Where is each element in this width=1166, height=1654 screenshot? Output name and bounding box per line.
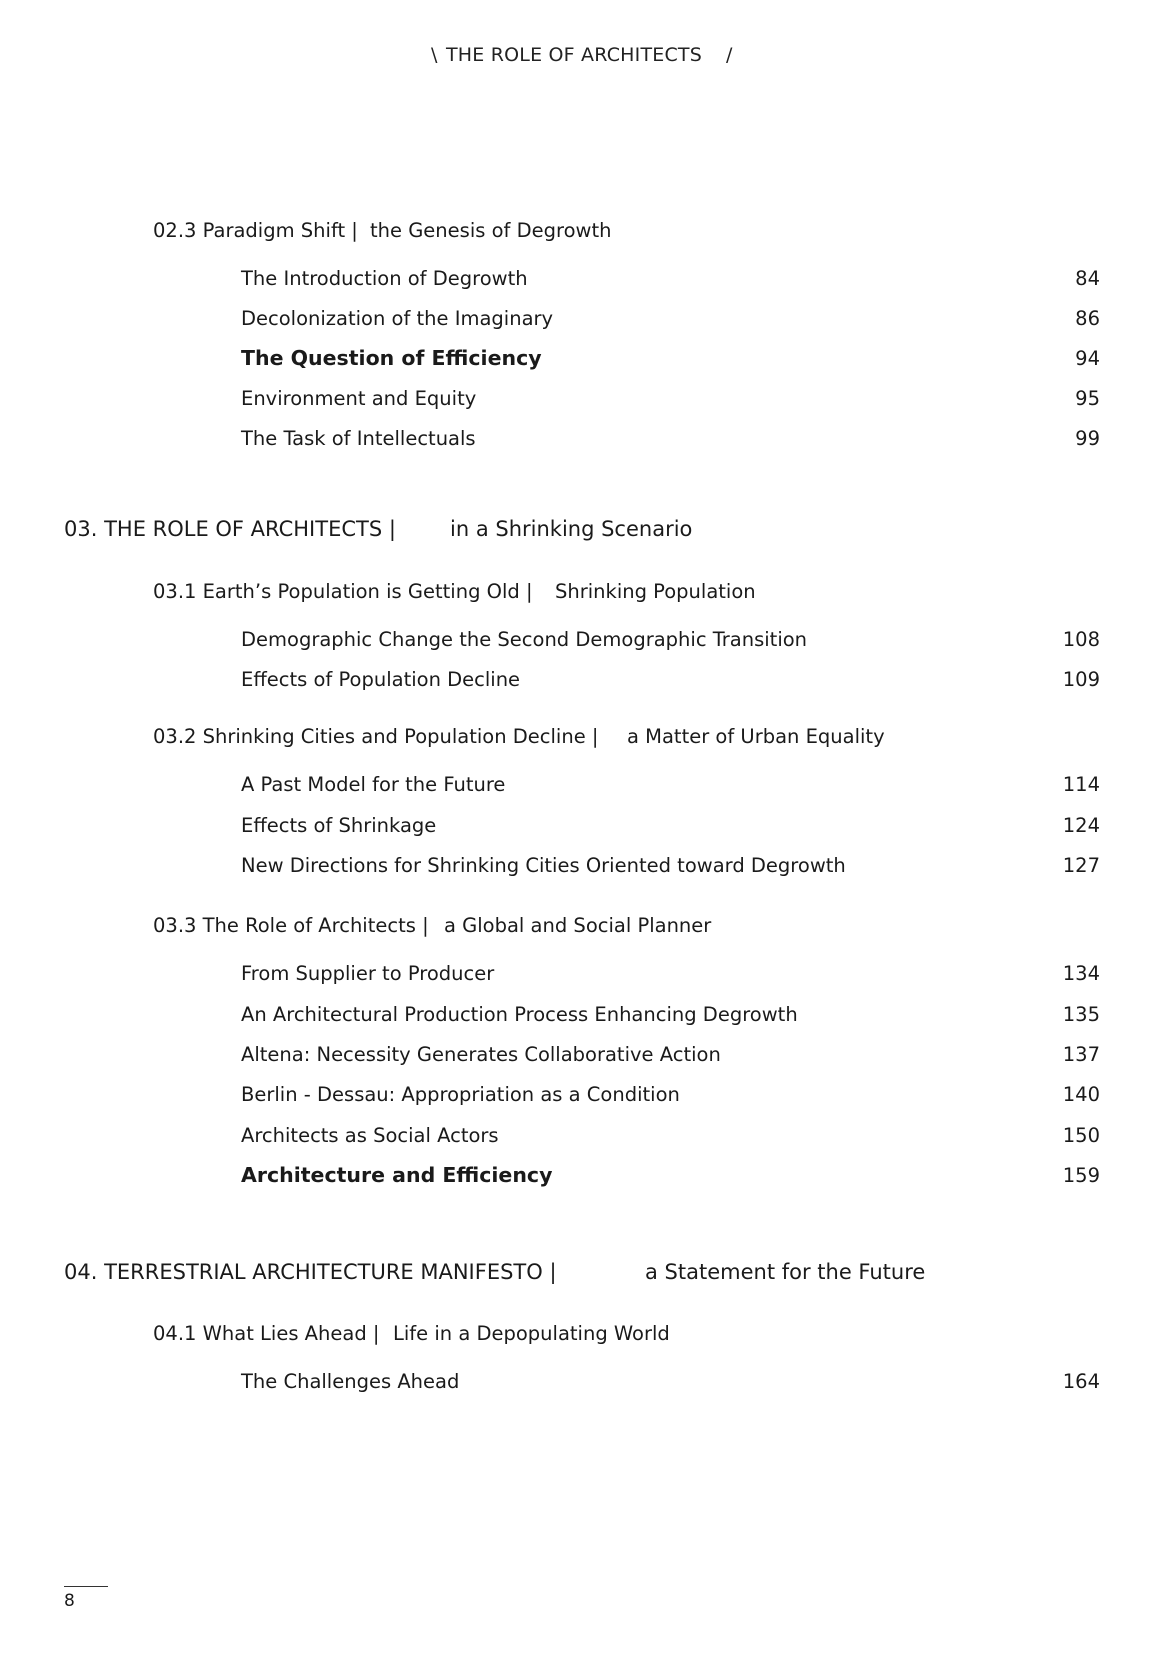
entry-page-number: 99 — [1075, 427, 1100, 450]
entry-title: From Supplier to Producer — [241, 962, 495, 985]
entry-title: Demographic Change the Second Demographic Transition — [241, 628, 808, 651]
section-heading[interactable] — [153, 1322, 670, 1345]
entry-page-number: 150 — [1062, 1124, 1100, 1147]
entry-title: The Question of Efficiency — [241, 346, 542, 370]
entry-title: Architecture and Efficiency — [241, 1163, 553, 1187]
section-subtitle: the Genesis of Degrowth — [370, 219, 612, 242]
chapter-heading[interactable] — [64, 1260, 926, 1284]
section-subtitle: a Matter of Urban Equality — [627, 725, 885, 748]
entry-page-number: 124 — [1062, 814, 1100, 837]
entry-title: Altena: Necessity Generates Collaborative Action — [241, 1043, 721, 1066]
entry-page-number: 140 — [1062, 1083, 1100, 1106]
chapter-heading[interactable] — [64, 517, 693, 541]
toc-entry[interactable] — [241, 1124, 499, 1147]
entry-page-number: 134 — [1062, 962, 1100, 985]
running-head-title: THE ROLE OF ARCHITECTS — [446, 44, 703, 66]
toc-entry[interactable] — [241, 307, 553, 330]
entry-title: The Introduction of Degrowth — [241, 267, 528, 290]
toc-entry[interactable] — [241, 628, 807, 651]
entry-title: Environment and Equity — [241, 387, 477, 410]
entry-page-number: 86 — [1075, 307, 1100, 330]
toc-entry[interactable] — [241, 267, 528, 290]
toc-entry[interactable] — [241, 773, 505, 796]
footer-rule — [64, 1586, 108, 1587]
footer-page-number: 8 — [64, 1591, 75, 1611]
section-label: 04.1 What Lies Ahead | — [153, 1322, 380, 1345]
entry-title: Berlin - Dessau: Appropriation as a Condition — [241, 1083, 680, 1106]
entry-page-number: 114 — [1062, 773, 1100, 796]
toc-entry[interactable] — [241, 854, 846, 877]
section-subtitle: a Global and Social Planner — [444, 914, 712, 937]
entry-page-number: 84 — [1075, 267, 1100, 290]
toc-entry[interactable] — [241, 814, 436, 837]
toc-entry[interactable] — [241, 387, 476, 410]
section-label: 02.3 Paradigm Shift | — [153, 219, 358, 242]
section-label: 03.1 Earth’s Population is Getting Old | — [153, 580, 533, 603]
toc-entry[interactable] — [241, 1370, 459, 1393]
toc-entry[interactable] — [241, 668, 520, 691]
section-heading[interactable] — [153, 219, 612, 242]
toc-entry[interactable] — [241, 1003, 798, 1026]
section-heading[interactable] — [153, 580, 756, 603]
running-head-left-mark: \ — [431, 44, 438, 66]
section-label: 03.3 The Role of Architects | — [153, 914, 429, 937]
section-heading[interactable] — [153, 914, 712, 937]
entry-title: Decolonization of the Imaginary — [241, 307, 554, 330]
entry-title: Effects of Shrinkage — [241, 814, 437, 837]
entry-title: Effects of Population Decline — [241, 668, 521, 691]
entry-title: The Challenges Ahead — [241, 1370, 460, 1393]
entry-page-number: 159 — [1062, 1164, 1100, 1187]
toc-entry[interactable] — [241, 962, 494, 985]
entry-page-number: 164 — [1062, 1370, 1100, 1393]
entry-page-number: 109 — [1062, 668, 1100, 691]
entry-title: A Past Model for the Future — [241, 773, 506, 796]
entry-page-number: 127 — [1062, 854, 1100, 877]
entry-title: Architects as Social Actors — [241, 1124, 499, 1147]
running-head-right-mark: / — [726, 44, 733, 66]
entry-page-number: 108 — [1062, 628, 1100, 651]
entry-page-number: 135 — [1062, 1003, 1100, 1026]
section-subtitle: Life in a Depopulating World — [393, 1322, 670, 1345]
toc-entry[interactable] — [241, 1163, 552, 1187]
toc-entry[interactable] — [241, 1043, 721, 1066]
section-label: 03.2 Shrinking Cities and Population Decline | — [153, 725, 599, 748]
section-subtitle: Shrinking Population — [555, 580, 756, 603]
chapter-subtitle: a Statement for the Future — [645, 1260, 926, 1284]
entry-page-number: 95 — [1075, 387, 1100, 410]
toc-entry[interactable] — [241, 346, 542, 370]
chapter-label: 04. TERRESTRIAL ARCHITECTURE MANIFESTO | — [64, 1260, 557, 1284]
entry-page-number: 94 — [1075, 347, 1100, 370]
chapter-subtitle: in a Shrinking Scenario — [450, 517, 693, 541]
entry-title: New Directions for Shrinking Cities Oriented toward Degrowth — [241, 854, 846, 877]
entry-page-number: 137 — [1062, 1043, 1100, 1066]
chapter-label: 03. THE ROLE OF ARCHITECTS | — [64, 517, 396, 541]
toc-entry[interactable] — [241, 1083, 680, 1106]
toc-entry[interactable] — [241, 427, 476, 450]
entry-title: An Architectural Production Process Enhancing Degrowth — [241, 1003, 798, 1026]
entry-title: The Task of Intellectuals — [241, 427, 476, 450]
section-heading[interactable] — [153, 725, 885, 748]
